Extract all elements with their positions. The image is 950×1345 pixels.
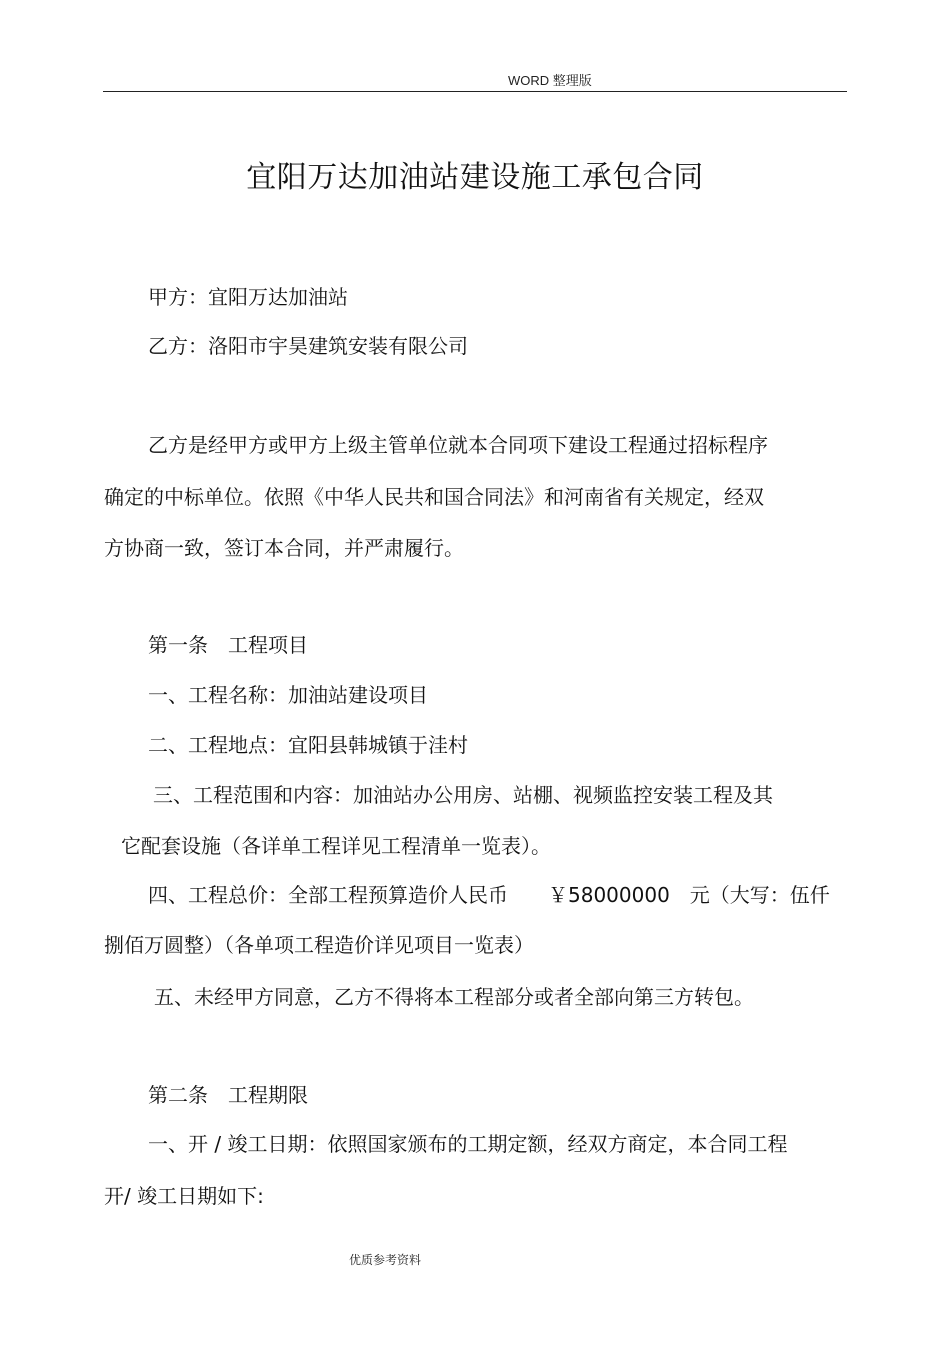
preamble-line-2: 确定的中标单位。依照《中华人民共和国合同法》和河南省有关规定，经双 (104, 485, 764, 509)
header-divider (103, 91, 847, 92)
party-a: 甲方：宜阳万达加油站 (148, 285, 348, 309)
article-2-heading: 第二条 工程期限 (148, 1083, 308, 1107)
article-1-item-5: 五、未经甲方同意，乙方不得将本工程部分或者全部向第三方转包。 (154, 985, 754, 1009)
article-1-item-3: 三、工程范围和内容：加油站办公用房、站棚、视频监控安装工程及其 (153, 783, 773, 807)
article-1-item-4: 四、工程总价：全部工程预算造价人民币 ￥58000000 元（大写：伍仟 (148, 883, 830, 907)
article-1-item-1: 一、工程名称：加油站建设项目 (148, 683, 428, 707)
page-footer: 优质参考资料 (349, 1253, 422, 1267)
article-1-item-2: 二、工程地点：宜阳县韩城镇于洼村 (148, 733, 468, 757)
party-b: 乙方：洛阳市宇昊建筑安装有限公司 (148, 334, 468, 358)
preamble-line-3: 方协商一致，签订本合同，并严肃履行。 (104, 536, 464, 560)
page-header: WORD 整理版 (508, 73, 592, 88)
article-2-item-1: 一、开 / 竣工日期：依照国家颁布的工期定额，经双方商定，本合同工程 (148, 1132, 788, 1156)
article-1-item-4-cont: 捌佰万圆整）（各单项工程造价详见项目一览表） (104, 933, 534, 957)
preamble-line-1: 乙方是经甲方或甲方上级主管单位就本合同项下建设工程通过招标程序 (148, 433, 768, 457)
article-1-item-3-cont: 它配套设施（各详单工程详见工程清单一览表）。 (121, 834, 551, 858)
article-1-heading: 第一条 工程项目 (148, 633, 308, 657)
article-2-item-1-cont: 开/ 竣工日期如下: (104, 1184, 264, 1208)
document-title: 宜阳万达加油站建设施工承包合同 (246, 160, 704, 195)
